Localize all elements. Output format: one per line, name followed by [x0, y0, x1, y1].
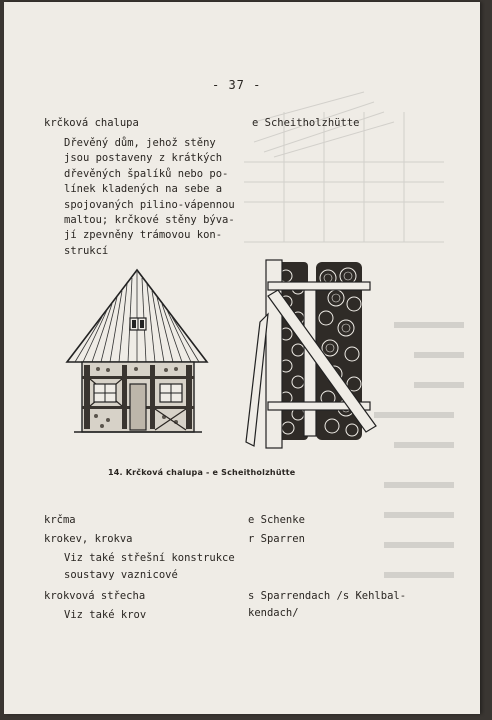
entry-term-krokvova-strecha: krokvová střecha — [44, 590, 146, 602]
definition-line: strukcí — [64, 244, 109, 257]
definition-line: dřevěných špalíků nebo po- — [64, 167, 229, 180]
entry-translation-sparrendach-cont: kendach/ — [248, 607, 299, 619]
definition-line: Dřevěný dům, jehož stěny — [64, 137, 216, 149]
cross-reference: Viz také střešní konstrukce — [64, 552, 235, 564]
entry-definition — [64, 136, 234, 259]
definition-line: jí zpevněny trámovou kon- — [64, 229, 223, 242]
entry-translation-sparren: r Sparren — [248, 533, 305, 545]
entry-term-krckova-chalupa: krčková chalupa — [44, 117, 139, 129]
definition-line: spojovaných pilino-vápennou — [64, 198, 235, 211]
entry-term-krcma: krčma — [44, 514, 76, 526]
definition-line: línek kladených na sebe a — [64, 183, 223, 196]
wall-section-illustration — [238, 256, 380, 452]
cross-reference: soustavy vaznicové — [64, 569, 178, 581]
document-page — [4, 2, 480, 714]
entry-translation-schenke: e Schenke — [248, 514, 305, 526]
definition-line: jsou postaveny z krátkých — [64, 152, 223, 165]
entry-term-krokev: krokev, krokva — [44, 533, 133, 545]
cottage-illustration — [62, 268, 212, 436]
cross-reference: Viz také krov — [64, 609, 147, 621]
page-number: - 37 - — [212, 78, 262, 92]
entry-translation-scheitholzhutte: e Scheitholzhütte — [252, 117, 360, 129]
figure-caption: 14. Krčková chalupa - e Scheitholzhütte — [108, 468, 296, 477]
definition-line: maltou; krčkové stěny býva- — [64, 214, 235, 227]
entry-translation-sparrendach: s Sparrendach /s Kehlbal- — [248, 590, 407, 602]
